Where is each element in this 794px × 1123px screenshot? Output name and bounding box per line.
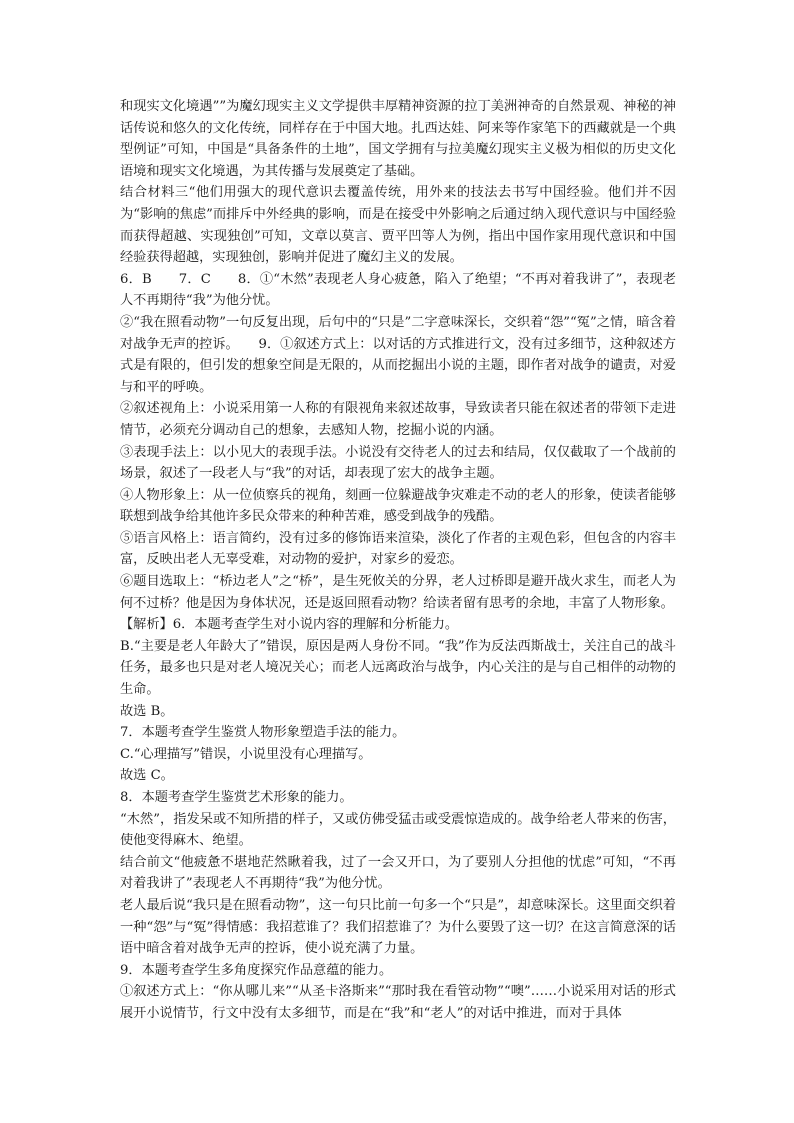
paragraph-language-style: ⑤语言风格上：语言简约，没有过多的修饰语来渲染，淡化了作者的主观色彩，但包含的内容丰富，反映出老人无辜受难，对动物的爱护，对家乡的爱恋。 [120, 530, 676, 568]
paragraph-answer-8-9: ②“我在照看动物”一句反复出现，后句中的“只是”二字意味深长，交织着“怨”“冤”之情，暗含着对战争无声的控诉。 9．①叙述方式上：以对话的方式推进行文，没有过多细节，这种叙述方式是有限的，但引发的想象空间是无限的，从而挖掘出小说的主题，即作者对战争的谴责，对爱与和平的呼唤。 [120, 314, 676, 395]
paragraph-analysis-6: 【解析】6．本题考查学生对小说内容的理解和分析能力。 [120, 617, 459, 633]
paragraph-answers-6-8: 6．B 7．C 8．①“木然”表现老人身心疲惫，陷入了绝望；“不再对着我讲了”，表现老人不再期待“我”为他分忧。 [120, 271, 676, 309]
paragraph-technique: ③表现手法上：以小见大的表现手法。小说没有交待老人的过去和结局，仅仅截取了一个战前的场景，叙述了一段老人与“我”的对话，却表现了宏大的战争主题。 [120, 444, 676, 482]
document-page [120, 96, 676, 1025]
paragraph-analysis-8-final: 老人最后说“我只是在照看动物”，这一句只比前一句多一个“只是”，却意味深长。这里面交织着一种“怨”与“冤”得情感：我招惹谁了？我们招惹谁了？为什么要毁了这一切？在这言简意深的话语中暗含着对战争无声的控诉，使小说充满了力量。 [120, 897, 676, 957]
paragraph-character: ④人物形象上：从一位侦察兵的视角，刻画一位躲避战争灾难走不动的老人的形象，使读者能够联想到战争给其他许多民众带来的种种苦难，感受到战争的残酷。 [120, 487, 676, 525]
paragraph-narrative-perspective: ②叙述视角上：小说采用第一人称的有限视角来叙述故事，导致读者只能在叙述者的带领下走进情节，必须充分调动自己的想象，去感知人物，挖掘小说的内涵。 [120, 401, 676, 438]
paragraph-choice-b: 故选 B。 [120, 703, 174, 719]
paragraph-analysis-8-context: 结合前文“他疲惫不堪地茫然瞅着我，过了一会又开口，为了要别人分担他的忧虑”可知，“不再对着我讲了”表现老人不再期待“我”为他分忧。 [120, 854, 676, 892]
paragraph-analysis-7-c: C.“心理描写”错误，小说里没有心理描写。 [120, 746, 372, 762]
paragraph-analysis-8-muran: “木然”，指发呆或不知所措的样子，又或仿佛受猛击或受震惊造成的。战争给老人带来的伤害，使他变得麻木、绝望。 [120, 811, 676, 849]
paragraph-analysis-6-b: B.“主要是老人年龄大了”错误，原因是两人身份不同。“我”作为反法西斯战士，关注自己的战斗任务，最多也只是对老人境况关心；而老人远离政治与战争，内心关注的是与自己相伴的动物的生命。 [120, 638, 676, 698]
paragraph-title-choice: ⑥题目选取上：“桥边老人”之“桥”，是生死攸关的分界，老人过桥即是避开战火求生，而老人为何不过桥？他是因为身体状况，还是返回照看动物？给读者留有思考的余地，丰富了人物形象。 [120, 574, 676, 611]
paragraph-material-three: 结合材料三“他们用强大的现代意识去覆盖传统，用外来的技法去书写中国经验。他们并不因为“影响的焦虑”而排斥中外经典的影响，而是在接受中外影响之后通过纳入现代意识与中国经验而获得超越、实现独创”可知，文章以莫言、贾平凹等人为例，指出中国作家用现代意识和中国经验获得超越，实现独创，影响并促进了魔幻主义的发展。 [120, 185, 676, 266]
paragraph-analysis-8: 8．本题考查学生鉴赏艺术形象的能力。 [120, 790, 353, 805]
paragraph-choice-c: 故选 C。 [120, 768, 174, 784]
paragraph-analysis-7: 7．本题考查学生鉴赏人物形象塑造手法的能力。 [120, 725, 406, 741]
paragraph-analysis-9-narration: ①叙述方式上：“你从哪儿来”“从圣卡洛斯来”“那时我在看管动物”“噢”……小说采用对话的形式展开小说情节，行文中没有太多细节，而是在“我”和“老人”的对话中推进，而对于具体 [120, 984, 676, 1021]
paragraph-analysis-9: 9．本题考查学生多角度探究作品意蕴的能力。 [120, 962, 393, 978]
paragraph-material-two: 和现实文化境遇””为魔幻现实主义文学提供丰厚精神资源的拉丁美洲神奇的自然景观、神秘的神话传说和悠久的文化传统，同样存在于中国大地。扎西达娃、阿来等作家笔下的西藏就是一个典型例证”可知，中国是“具备条件的土地”，国文学拥有与拉美魔幻现实主义极为相似的历史文化语境和现实文化境遇，为其传播与发展奠定了基础。 [120, 99, 676, 179]
